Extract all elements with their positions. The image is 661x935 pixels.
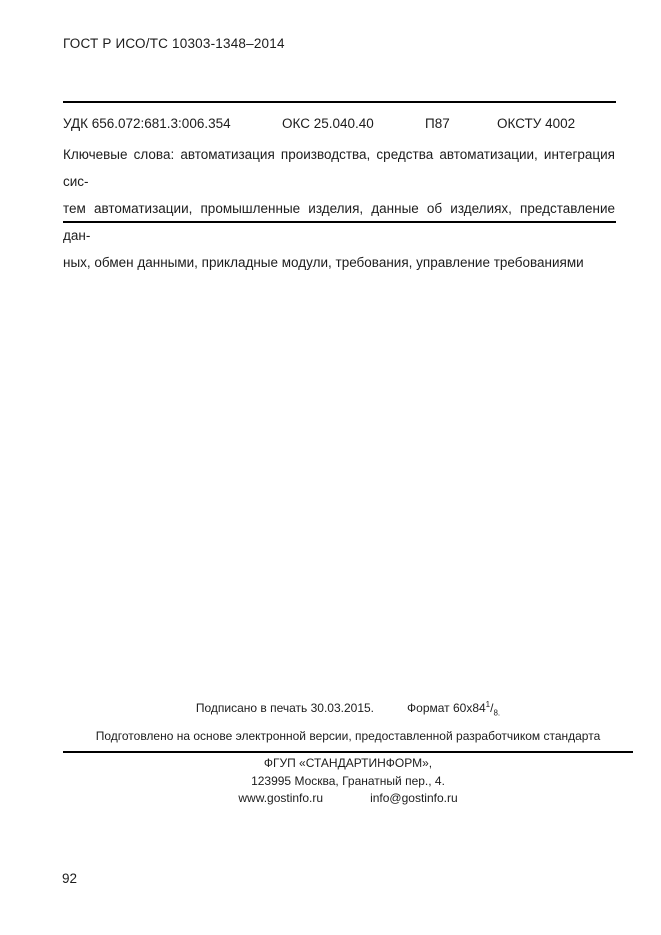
publisher-address: 123995 Москва, Гранатный пер., 4. [251, 774, 445, 788]
paper-format-numerator: 1 [485, 700, 491, 709]
keywords-line-2: тем автоматизации, промышленные изделия, данные об изделиях, представление дан- [63, 201, 615, 243]
standard-designation: ГОСТ Р ИСО/ТС 10303-1348–2014 [63, 36, 285, 51]
imprint-block [63, 0, 633, 935]
paper-format-base: Формат 60х84 [407, 701, 486, 715]
prepared-note: Подготовлено на основе электронной версии, предоставленной разработчиком стандарта [95, 729, 601, 743]
publisher-name: ФГУП «СТАНДАРТИНФОРМ», [263, 756, 433, 770]
paper-format-denominator: 8. [493, 708, 501, 718]
imprint-separator-line [63, 751, 633, 753]
keywords-line-1: Ключевые слова: автоматизация производства, средства автоматизации, интеграция сис- [63, 147, 615, 189]
publisher-website: www.gostinfo.ru [238, 791, 324, 805]
signed-to-print-date: Подписано в печать 30.03.2015. [195, 701, 375, 715]
publisher-contacts [63, 791, 633, 805]
udk-code: УДК 656.072:681.3:006.354 [63, 116, 231, 131]
publisher-email: info@gostinfo.ru [370, 791, 458, 805]
page-number: 92 [62, 871, 78, 886]
oks-code: ОКС 25.040.40 [282, 116, 374, 131]
print-info-line [63, 700, 633, 718]
paper-format [407, 700, 501, 718]
p-index-code: П87 [425, 116, 450, 131]
keywords-line-3: ных, обмен данными, прикладные модули, требования, управление требованиями [63, 255, 584, 270]
okstu-code: ОКСТУ 4002 [497, 116, 576, 131]
paper-format-slash: / [490, 701, 494, 715]
